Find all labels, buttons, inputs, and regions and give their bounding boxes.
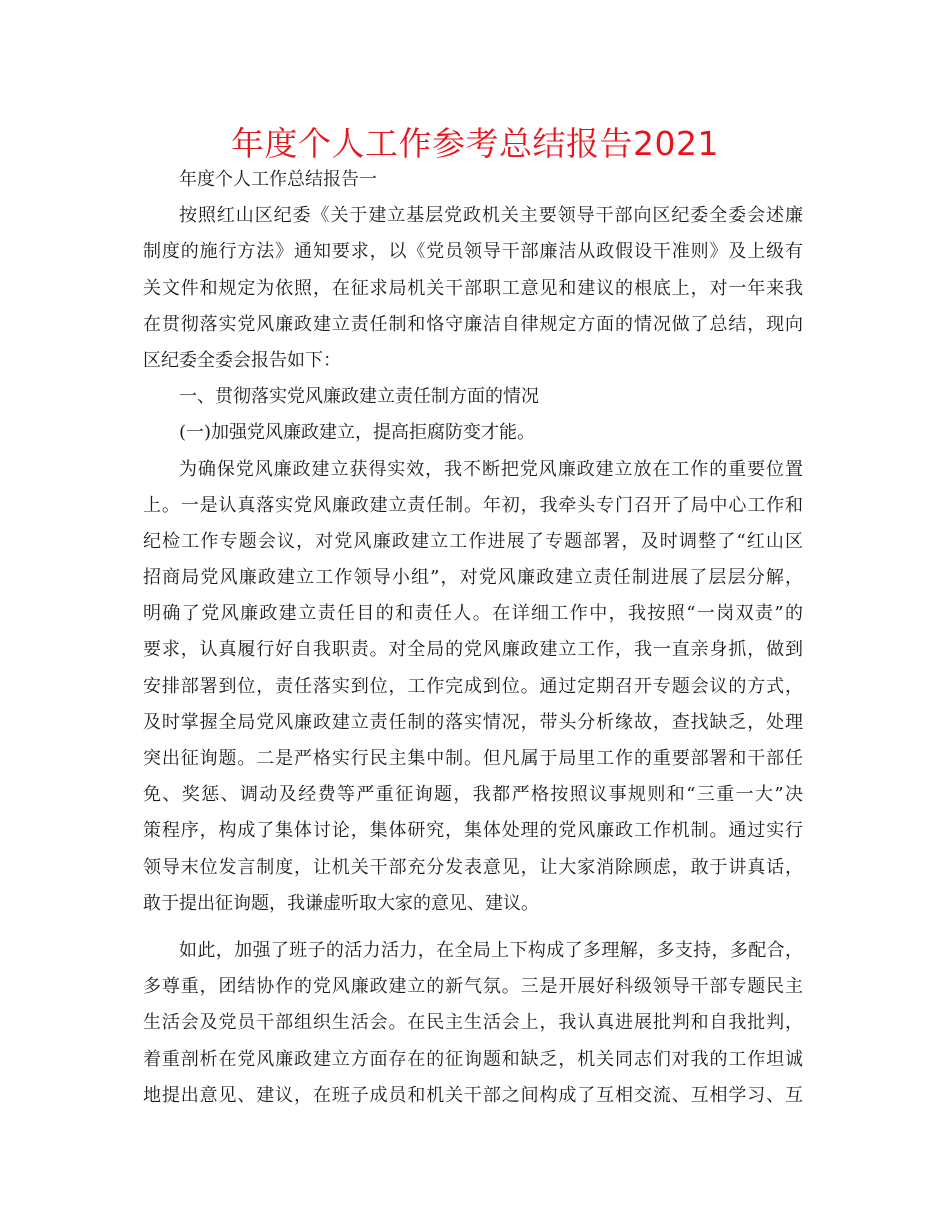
paragraph-line: 区纪委全委会报告如下： bbox=[143, 349, 341, 371]
document-title: 年度个人工作参考总结报告2021 bbox=[231, 124, 719, 163]
paragraph-line: 领导末位发言制度，让机关干部充分发表意见，让大家消除顾虑，敢于讲真话， bbox=[143, 856, 803, 878]
paragraph-line: 上。一是认真落实党风廉政建立责任制。年初，我牵头专门召开了局中心工作和 bbox=[143, 494, 803, 516]
subsection-heading: (一)加强党风廉政建立，提高拒腐防变才能。 bbox=[179, 422, 536, 444]
paragraph-line: 免、奖惩、调动及经费等严重征询题，我都严格按照议事规则和“三重一大”决 bbox=[143, 784, 803, 806]
paragraph-line: 敢于提出征询题，我谦虚听取大家的意见、建议。 bbox=[143, 892, 539, 914]
paragraph-line: 制度的施行方法》通知要求，以《党员领导干部廉洁从政假设干准则》及上级有 bbox=[143, 241, 803, 263]
paragraph-line: 生活会及党员干部组织生活会。在民主生活会上，我认真进展批判和自我批判， bbox=[143, 1012, 803, 1034]
paragraph-line: 策程序，构成了集体讨论，集体研究，集体处理的党风廉政工作机制。通过实行 bbox=[143, 820, 803, 842]
paragraph-line: 安排部署到位，责任落实到位，工作完成到位。通过定期召开专题会议的方式， bbox=[143, 675, 803, 697]
paragraph-line: 按照红山区纪委《关于建立基层党政机关主要领导干部向区纪委全委会述廉 bbox=[179, 205, 803, 227]
paragraph-line: 为确保党风廉政建立获得实效，我不断把党风廉政建立放在工作的重要位置 bbox=[179, 458, 803, 480]
paragraph-line: 如此，加强了班子的活力活力，在全局上下构成了多理解，多支持，多配合， bbox=[179, 939, 803, 961]
paragraph-line: 突出征询题。二是严格实行民主集中制。但凡属于局里工作的重要部署和干部任 bbox=[143, 748, 803, 769]
section-heading: 一、贯彻落实党风廉政建立责任制方面的情况 bbox=[179, 386, 539, 408]
document-body bbox=[143, 162, 803, 1114]
section-heading: 年度个人工作总结报告一 bbox=[179, 169, 377, 190]
paragraph-line: 招商局党风廉政建立工作领导小组”，对党风廉政建立责任制进展了层层分解， bbox=[143, 567, 803, 589]
paragraph-line: 在贯彻落实党风廉政建立责任制和恪守廉洁自律规定方面的情况做了总结，现向 bbox=[143, 313, 803, 335]
paragraph-line: 明确了党风廉政建立责任目的和责任人。在详细工作中，我按照“一岗双责”的 bbox=[143, 603, 803, 625]
paragraph-line: 多尊重，团结协作的党风廉政建立的新气氛。三是开展好科级领导干部专题民主 bbox=[143, 976, 803, 998]
paragraph-line: 地提出意见、建议，在班子成员和机关干部之间构成了互相交流、互相学习、互 bbox=[143, 1084, 803, 1106]
paragraph-line: 及时掌握全局党风廉政建立责任制的落实情况，带头分析缘故，查找缺乏，处理 bbox=[143, 711, 803, 733]
paragraph-line: 纪检工作专题会议，对党风廉政建立工作进展了专题部署，及时调整了“红山区 bbox=[143, 530, 803, 552]
paragraph-line: 要求，认真履行好自我职责。对全局的党风廉政建立工作，我一直亲身抓，做到 bbox=[143, 639, 803, 661]
paragraph-line: 关文件和规定为依照，在征求局机关干部职工意见和建议的根底上，对一年来我 bbox=[143, 277, 803, 299]
paragraph-line: 着重剖析在党风廉政建立方面存在的征询题和缺乏，机关同志们对我的工作坦诚 bbox=[143, 1048, 803, 1070]
